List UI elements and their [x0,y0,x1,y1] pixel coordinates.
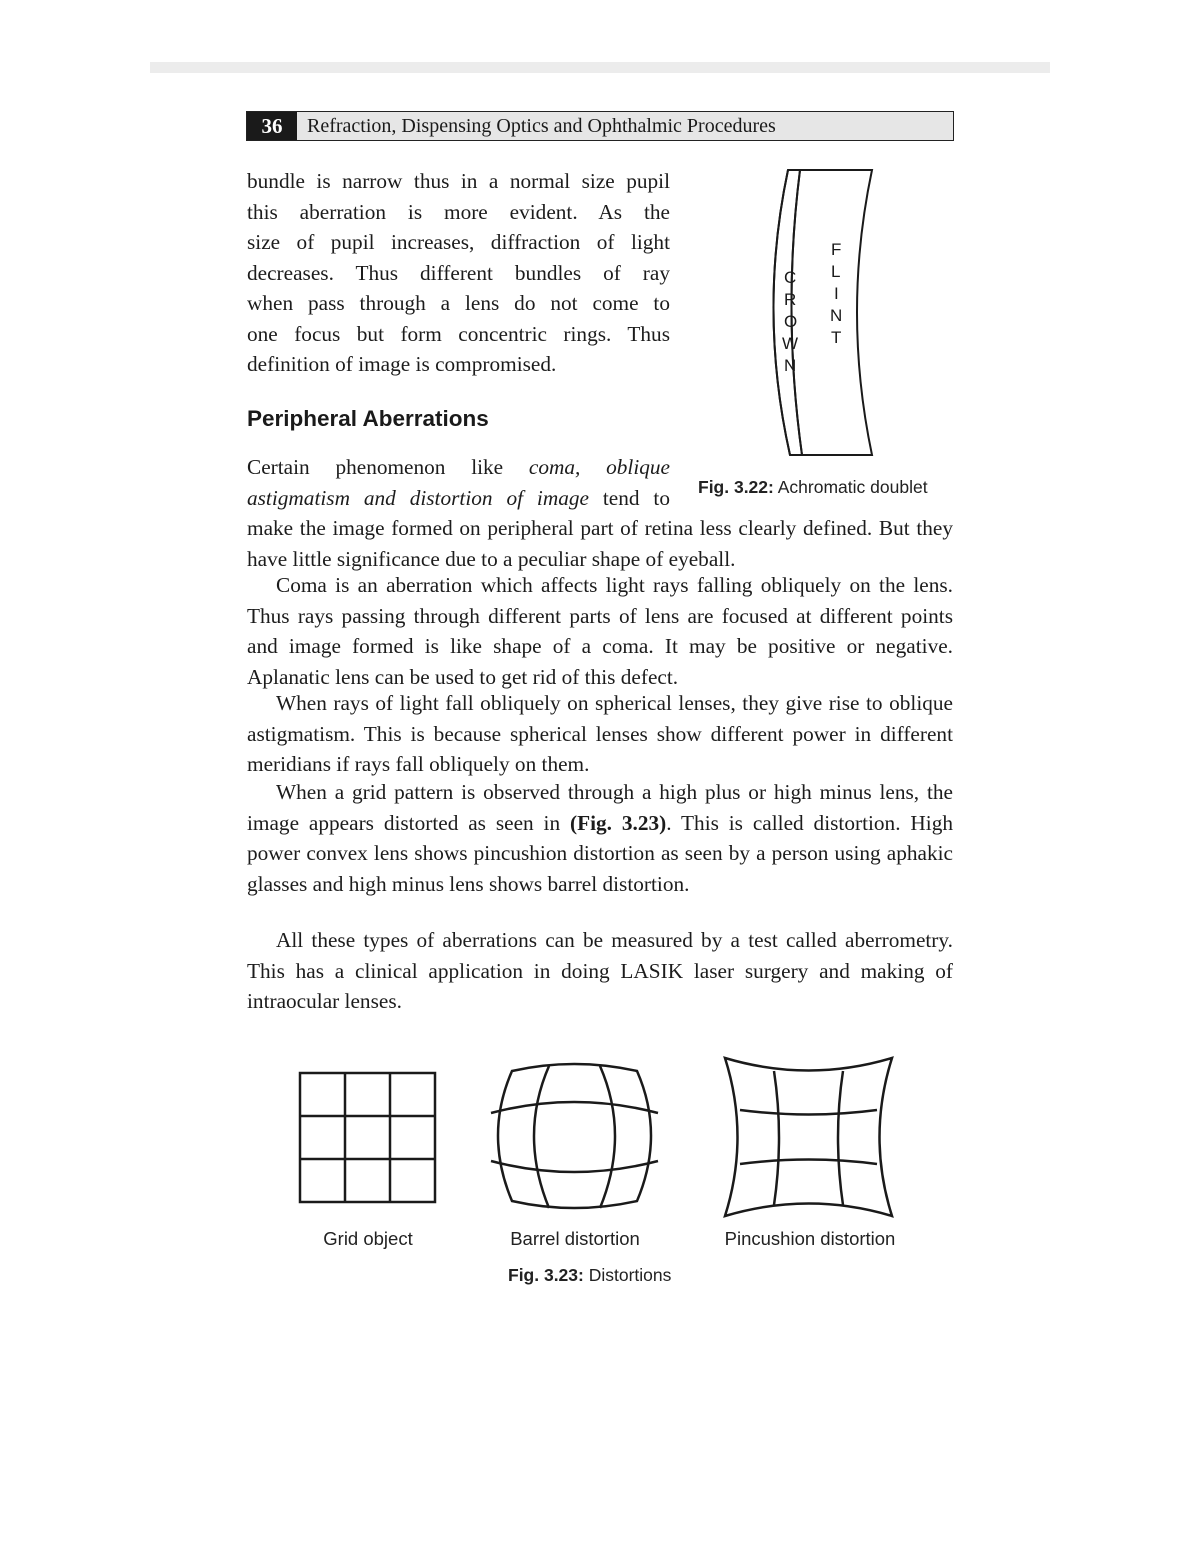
flint-letter: F [831,240,842,259]
text-line: when pass through a lens do not come to [247,291,670,315]
figure-reference: (Fig. 3.23) [569,810,667,835]
page-number: 36 [247,112,297,140]
paragraph-bundle [247,166,670,380]
barrel-distortion-figure [487,1063,662,1213]
text-line: one focus but form concentric rings. Thus [247,321,670,346]
grid-object-label: Grid object [323,1228,413,1249]
page-top-band [150,62,1050,73]
caption-text: Achromatic doublet [773,477,928,497]
crown-letter: W [782,334,799,353]
flint-letter: T [831,328,842,347]
text-run: When a grid pattern is observed through a high plus or high minus lens, the image appears distorted as seen in [247,780,953,835]
section-heading: Peripheral Aberrations [247,406,489,431]
text-line: bundle is narrow thus in a normal size pupil [247,169,670,193]
paragraph-coma: Coma is an aberration which affects light rays falling obliquely on the lens. Thus rays passing through different parts of lens are focused at different points and image formed is like shape of a coma. It may be positive or negative. Aplanatic lens can be used to get rid of this defect. [247,573,953,689]
text-line: decreases. Thus different bundles of ray [247,260,670,285]
pincushion-distortion-label: Pincushion distortion [724,1228,896,1249]
flint-letters [830,240,842,347]
text-run: tend to [588,485,670,510]
grid-object-figure [298,1071,438,1205]
paragraph-distortion [247,777,953,899]
text-run: Certain phenomenon like [247,455,529,479]
text-line [247,452,670,483]
italic-terms: astigmatism and distortion of image [247,485,589,510]
achromatic-doublet-figure [760,165,880,465]
paragraph-peripheral-rest: make the image formed on peripheral part of retina less clearly defined. But they have little significance due to a peculiar shape of eyeball. [247,516,953,571]
flint-letter: L [831,262,841,281]
crown-letter: R [784,290,797,309]
caption-label: Fig. 3.22: [698,477,774,497]
barrel-distortion-label: Barrel distortion [510,1228,640,1249]
text-line: size of pupil increases, diffraction of light [247,230,670,254]
caption-text: Distortions [583,1265,672,1285]
pincushion-distortion-figure [722,1055,897,1220]
paragraph-oblique-astigmatism: When rays of light fall obliquely on spherical lenses, they give rise to oblique astigmatism. This is because spherical lenses show different power in different meridians if rays fall obliquely on them. [247,691,953,776]
text-run: . This is called distortion. High power convex lens shows pincushion distortion as seen by a person using aphakic glasses and high minus lens shows barrel distortion. [247,810,953,896]
crown-letter: N [784,356,797,375]
crown-letter: C [784,268,797,287]
figure-caption-3-23 [508,1265,671,1286]
caption-label: Fig. 3.23: [508,1265,584,1285]
crown-letter: O [784,312,798,331]
text-line: this aberration is more evident. As the [247,199,670,224]
paragraph-aberrometry: All these types of aberrations can be measured by a test called aberrometry. This has a clinical application in doing LASIK laser surgery and making of intraocular lenses. [247,928,953,1013]
crown-letters [782,268,798,375]
figure-caption-3-22 [698,477,928,498]
running-title: Refraction, Dispensing Optics and Ophthalmic Procedures [307,114,776,137]
text-line: definition of image is compromised. [247,352,557,376]
running-header [246,111,954,141]
flint-letter: I [834,284,839,303]
italic-terms: coma, oblique [528,455,670,479]
text-line [247,483,670,514]
paragraph-peripheral-intro [247,452,670,513]
flint-letter: N [830,306,843,325]
